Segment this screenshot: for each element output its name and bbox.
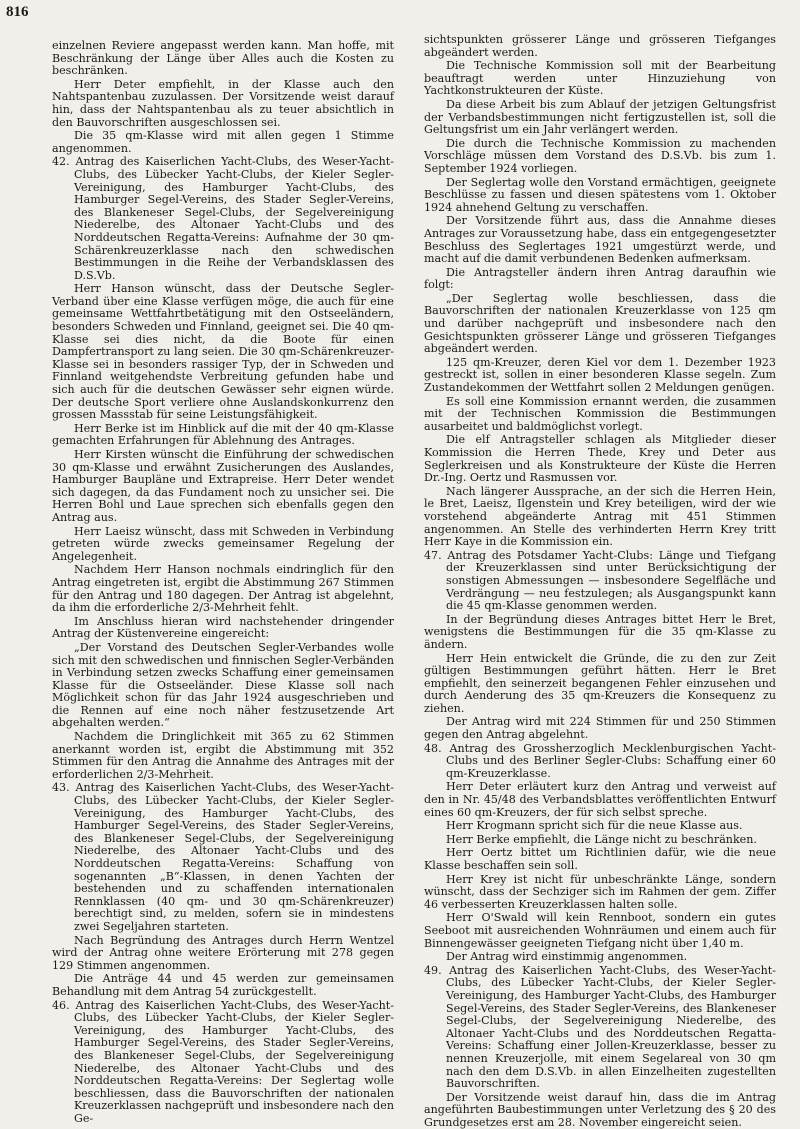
paragraph: „Der Seglertag wolle beschliessen, dass die Bauvorschriften der nationalen Kreuzerklasse von 125 qm und darüber nachgeprüft und insbesondere nach den Gesichtspunkten grösserer Länge und grösseren Tiefganges abgeändert werden. xyxy=(424,291,776,356)
paragraph: Der Vorsitzende führt aus, dass die Annahme dieses Antrages zur Voraussetzung habe, dass ein entgegengesetzter Beschluss des Seglertages 1921 umgestürzt werde, und macht auf die damit verbundenen Bedenken aufmerksam. xyxy=(424,214,776,266)
paragraph: Der Antrag wird mit 224 Stimmen für und 250 Stimmen gegen den Antrag abgelehnt. xyxy=(424,715,776,742)
paragraph: einzelnen Reviere angepasst werden kann. Man hoffe, mit Beschränkung der Länge über Alles auch die Kosten zu beschränken. xyxy=(52,39,394,78)
paragraph: Nachdem die Dringlichkeit mit 365 zu 62 Stimmen anerkannt worden ist, ergibt die Abstimmung mit 352 Stimmen für den Antrag die Annahme des Antrages mit der erforderlichen 2/3-Mehrheit. xyxy=(52,730,394,781)
paragraph: Die durch die Technische Kommission zu machenden Vorschläge müssen dem Vorstand des D.S.Vb. bis zum 1. September 1924 vorliegen. xyxy=(424,136,776,175)
paragraph: Herr Hein entwickelt die Gründe, die zu den zur Zeit gültigen Bestimmungen geführt hätten. Herr le Bret empfiehlt, den seinerzeit begangenen Fehler einzusehen und durch Aenderung des 35 qm-Kreuzers die Konsequenz zu ziehen. xyxy=(424,651,776,715)
numbered-motion-paragraph: 47. Antrag des Potsdamer Yacht-Clubs: Länge und Tiefgang der Kreuzerklassen sind unter Berücksichtigung der sonstigen Abmessungen — insbesondere Segelfläche und Verdrängung — neu festzulegen; als Ausgangspunkt kann die 45 qm-Klasse genommen werden. xyxy=(424,548,776,613)
paragraph: Die elf Antragsteller schlagen als Mitglieder dieser Kommission die Herren Thede, Krey und Deter aus Seglerkreisen und als Konstrukteure der Küste die Herren Dr.-Ing. Oertz und Rasmussen vor. xyxy=(424,433,776,485)
paragraph: Herr Kirsten wünscht die Einführung der schwedischen 30 qm-Klasse und erwähnt Zusicherungen des Auslandes, Hamburger Baupläne und Extrapreise. Herr Deter wendet sich dagegen, da das Fundament noch zu unsicher sei. Die Herren Bohl und Laue sprechen sich ebenfalls gegen den Antrag aus. xyxy=(52,448,394,524)
page-number: 816 xyxy=(6,4,29,20)
left-column xyxy=(52,39,394,1125)
paragraph: sichtspunkten grösserer Länge und grösseren Tiefganges abgeändert werden. xyxy=(424,33,776,59)
paragraph: „Der Vorstand des Deutschen Segler-Verbandes wolle sich mit den schwedischen und finnischen Segler-Verbänden in Verbindung setzen zwecks Schaffung einer gemeinsamen Klasse für die Ostseeländer. Diese Klasse soll nach Möglichkeit schon für das Jahr 1924 ausgeschrieben und die Rennen auf eine noch näher festzusetzende Art abgehalten werden.“ xyxy=(52,640,394,730)
paragraph: Die Anträge 44 und 45 werden zur gemeinsamen Behandlung mit dem Antrag 54 zurückgestellt. xyxy=(52,972,394,998)
paragraph: Im Anschluss hieran wird nachstehender dringender Antrag der Küstenvereine eingereicht: xyxy=(52,614,394,641)
paragraph: In der Begründung dieses Antrages bittet Herr le Bret, wenigstens die Bestimmungen für die 35 qm-Klasse zu ändern. xyxy=(424,612,776,651)
right-column xyxy=(424,33,776,1129)
paragraph: Die Antragsteller ändern ihren Antrag daraufhin wie folgt: xyxy=(424,265,776,292)
paragraph: Herr Deter empfiehlt, in der Klasse auch den Nahtspantenbau zuzulassen. Der Vorsitzende weist darauf hin, dass der Nahtspantenbau als zu teuer absichtlich in den Bauvorschriften ausgeschlossen sei. xyxy=(52,77,394,129)
paragraph: Herr Krogmann spricht sich für die neue Klasse aus. xyxy=(446,819,743,833)
paragraph: Die 35 qm-Klasse wird mit allen gegen 1 Stimme angenommen. xyxy=(52,129,394,155)
paragraph: Da diese Arbeit bis zum Ablauf der jetzigen Geltungsfrist der Verbandsbestimmungen nicht fertigzustellen ist, soll die Geltungsfrist um ein Jahr verlängert werden. xyxy=(424,97,776,137)
paragraph: Nach Begründung des Antrages durch Herrn Wentzel wird der Antrag ohne weitere Erörterung mit 278 gegen 129 Stimmen angenommen. xyxy=(52,933,394,972)
paragraph: Der Vorsitzende weist darauf hin, dass die im Antrag angeführten Baubestimmungen unter Verletzung des § 20 des Grundgesetzes erst am 28. November eingereicht seien. xyxy=(424,1090,776,1129)
numbered-motion-paragraph: 42. Antrag des Kaiserlichen Yacht-Clubs, des Weser-Yacht-Clubs, des Lübecker Yacht-Clubs, der Kieler Segler-Vereinigung, des Hamburger Yacht-Clubs, des Hamburger Segel-Vereins, des Stader Segler-Vereins, des Blankeneser Segel-Clubs, der Segelvereinigung Niederelbe, des Altonaer Yacht-Clubs und des Norddeutschen Regatta-Vereins: Aufnahme der 30 qm-Schärenkreuzerklasse nach den schwedischen Bestimmungen in die Reihe der Verbandsklassen des D.S.Vb. xyxy=(52,155,394,282)
paragraph: Herr Laeisz wünscht, dass mit Schweden in Verbindung getreten würde zwecks gemeinsamer Regelung der Angelegenheit. xyxy=(52,524,394,563)
paragraph: Der Antrag wird einstimmig angenommen. xyxy=(446,950,688,964)
paragraph: Der Seglertag wolle den Vorstand ermächtigen, geeignete Beschlüsse zu fassen und diesen spätestens vom 1. Oktober 1924 ahnehend Geltung zu verschaffen. xyxy=(424,175,776,214)
paragraph: Herr Berke ist im Hinblick auf die mit der 40 qm-Klasse gemachten Erfahrungen für Ablehnung des Antrages. xyxy=(52,421,394,448)
numbered-motion-paragraph: 46. Antrag des Kaiserlichen Yacht-Clubs, des Weser-Yacht-Clubs, des Lübecker Yacht-Clubs, der Kieler Segler-Vereinigung, des Hamburger Yacht-Clubs, des Hamburger Segel-Vereins, des Stader Segler-Vereins, des Blankeneser Segel-Clubs, der Segelvereinigung Niederelbe, des Altonaer Yacht-Clubs und des Norddeutschen Regatta-Vereins: Der Seglertag wolle beschliessen, dass die Bauvorschriften der nationalen Kreuzerklassen nachgeprüft und insbesondere nach den Ge- xyxy=(52,998,394,1125)
paragraph: Herr Hanson wünscht, dass der Deutsche Segler-Verband über eine Klasse verfügen möge, die auch für eine gemeinsame Wettfahrtbetätigung mit den Ostseeländern, besonders Schweden und Finnland, geeignet sei. Die 40 qm-Klasse sei dies nicht, da die Boote für einen Dampfertransport zu lang seien. Die 30 qm-Schärenkreuzer-Klasse sei in besonders rassiger Typ, der in Schweden und Finnland weitgehendste Verbreitung gefunden habe und sich auch für die deutschen Gewässer sehr eignen würde. Der deutsche Sport verliere ohne Auslandskonkurrenz den grossen Massstab für seine Leistungsfähigkeit. xyxy=(52,282,394,422)
paragraph: Nach längerer Aussprache, an der sich die Herren Hein, le Bret, Laeisz, Ilgenstein und Krey beteiligen, wird der wie vorstehend abgeänderte Antrag mit 451 Stimmen angenommen. An Stelle des verhinderten Herrn Krey tritt Herr Kaye in die Kommission ein. xyxy=(424,484,776,549)
paragraph: Es soll eine Kommission ernannt werden, die zusammen mit der Technischen Kommission die Bestimmungen ausarbeitet und baldmöglichst vorlegt. xyxy=(424,394,776,433)
paragraph: Herr Oertz bittet um Richtlinien dafür, wie die neue Klasse beschaffen sein soll. xyxy=(424,846,776,872)
paragraph: Herr Deter erläutert kurz den Antrag und verweist auf den in Nr. 45/48 des Verbandsblattes veröffentlichten Entwurf eines 60 qm-Kreuzers, der für sich selbst spreche. xyxy=(424,780,776,819)
paragraph: Die Technische Kommission soll mit der Bearbeitung beauftragt werden unter Hinzuziehung von Yachtkonstrukteuren der Küste. xyxy=(424,59,776,98)
numbered-motion-paragraph: 49. Antrag des Kaiserlichen Yacht-Clubs, des Weser-Yacht-Clubs, des Lübecker Yacht-Clubs, der Kieler Segler-Vereinigung, des Hamburger Yacht-Clubs, des Hamburger Segel-Vereins, des Stader Segler-Vereins, des Blankeneser Segel-Clubs, der Segelvereinigung Niederelbe, des Altonaer Yacht-Clubs und des Norddeutschen Regatta-Vereins: Schaffung einer Jollen-Kreuzerklasse, besser zu nennen Kreuzerjolle, mit einem Segelareal von 30 qm nach den dem D.S.Vb. in allen Einzelheiten zugestellten Bauvorschriften. xyxy=(424,963,776,1091)
paragraph: 125 qm-Kreuzer, deren Kiel vor dem 1. Dezember 1923 gestreckt ist, sollen in einer besonderen Klasse segeln. Zum Zustandekommen der Wettfahrt sollen 2 Meldungen genügen. xyxy=(424,355,776,395)
numbered-motion-paragraph: 48. Antrag des Grossherzoglich Mecklenburgischen Yacht-Clubs und des Berliner Segler-Clubs: Schaffung einer 60 qm-Kreuzerklasse. xyxy=(424,741,776,780)
numbered-motion-paragraph: 43. Antrag des Kaiserlichen Yacht-Clubs, des Weser-Yacht-Clubs, des Lübecker Yacht-Clubs, der Kieler Segler-Vereinigung, des Hamburger Yacht-Clubs, des Hamburger Segel-Vereins, des Stader Segler-Vereins, des Blankeneser Segel-Clubs, der Segelvereinigung Niederelbe, des Altonaer Yacht-Clubs und des Norddeutschen Regatta-Vereins: Schaffung von sogenannten „B“-Klassen, in denen Yachten der bestehenden und zu schaffenden internationalen Rennklassen (40 qm- und 30 qm-Schärenkreuzer) berechtigt sind, zu melden, sofern sie in mindestens zwei Segeljahren starteten. xyxy=(52,781,394,933)
paragraph: Herr Berke empfiehlt, die Länge nicht zu beschränken. xyxy=(446,832,757,846)
paragraph: Herr O'Swald will kein Rennboot, sondern ein gutes Seeboot mit ausreichenden Wohnräumen und einem auch für Binnengewässer geeigneten Tiefgang nicht über 1,40 m. xyxy=(424,911,776,950)
paragraph: Nachdem Herr Hanson nochmals eindringlich für den Antrag eingetreten ist, ergibt die Abstimmung 267 Stimmen für den Antrag und 180 dagegen. Der Antrag ist abgelehnt, da ihm die erforderliche 2/3-Mehrheit fehlt. xyxy=(52,563,394,615)
paragraph: Herr Krey ist nicht für unbeschränkte Länge, sondern wünscht, dass der Sechziger sich im Rahmen der gem. Ziffer 46 verbesserten Kreuzerklassen halten solle. xyxy=(424,872,776,911)
